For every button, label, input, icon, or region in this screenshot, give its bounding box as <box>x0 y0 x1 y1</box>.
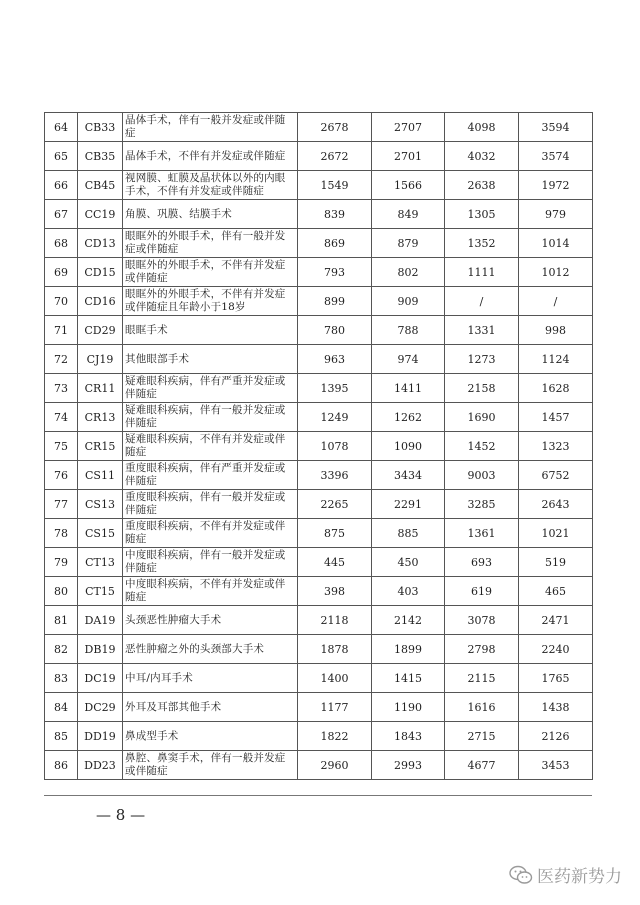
value-col-2: 1262 <box>372 403 445 432</box>
value-col-4: 1124 <box>519 345 593 374</box>
drg-code: DA19 <box>78 606 123 635</box>
value-col-4: 1628 <box>519 374 593 403</box>
page-number: — 8 — <box>96 806 146 824</box>
value-col-3: 1616 <box>445 693 519 722</box>
drg-code: CS15 <box>78 519 123 548</box>
value-col-4: 2643 <box>519 490 593 519</box>
value-col-3: 9003 <box>445 461 519 490</box>
drg-name: 头颈恶性肿瘤大手术 <box>123 606 298 635</box>
value-col-2: 1843 <box>372 722 445 751</box>
table-row <box>45 200 593 229</box>
drg-name: 鼻腔、鼻窦手术，伴有一般并发症或伴随症 <box>123 751 298 780</box>
table-row <box>45 258 593 287</box>
table-row <box>45 229 593 258</box>
value-col-3: 1273 <box>445 345 519 374</box>
value-col-2: 2291 <box>372 490 445 519</box>
value-col-1: 869 <box>298 229 372 258</box>
table-row <box>45 490 593 519</box>
drg-code: CB35 <box>78 142 123 171</box>
value-col-2: 885 <box>372 519 445 548</box>
row-number: 83 <box>45 664 78 693</box>
drg-name: 眼眶手术 <box>123 316 298 345</box>
drg-code: CD29 <box>78 316 123 345</box>
row-number: 77 <box>45 490 78 519</box>
value-col-4: 2471 <box>519 606 593 635</box>
value-col-4: 3594 <box>519 113 593 142</box>
wechat-icon <box>509 865 533 885</box>
value-col-4: 979 <box>519 200 593 229</box>
row-number: 71 <box>45 316 78 345</box>
value-col-1: 780 <box>298 316 372 345</box>
value-col-1: 1078 <box>298 432 372 461</box>
row-number: 69 <box>45 258 78 287</box>
drg-name: 重度眼科疾病，不伴有并发症或伴随症 <box>123 519 298 548</box>
value-col-1: 1395 <box>298 374 372 403</box>
table-row <box>45 577 593 606</box>
value-col-4: 1323 <box>519 432 593 461</box>
drg-code: CD16 <box>78 287 123 316</box>
row-number: 75 <box>45 432 78 461</box>
value-col-1: 839 <box>298 200 372 229</box>
value-col-2: 450 <box>372 548 445 577</box>
value-col-3: 2638 <box>445 171 519 200</box>
value-col-3: 1111 <box>445 258 519 287</box>
value-col-1: 899 <box>298 287 372 316</box>
drg-code: DB19 <box>78 635 123 664</box>
value-col-1: 875 <box>298 519 372 548</box>
row-number: 72 <box>45 345 78 374</box>
value-col-2: 2707 <box>372 113 445 142</box>
table-row <box>45 722 593 751</box>
value-col-4: 6752 <box>519 461 593 490</box>
drg-code: DC19 <box>78 664 123 693</box>
row-number: 79 <box>45 548 78 577</box>
drg-name: 晶体手术，不伴有并发症或伴随症 <box>123 142 298 171</box>
row-number: 82 <box>45 635 78 664</box>
drg-price-table <box>44 112 593 780</box>
value-col-1: 1177 <box>298 693 372 722</box>
value-col-4: 1972 <box>519 171 593 200</box>
value-col-1: 445 <box>298 548 372 577</box>
row-number: 70 <box>45 287 78 316</box>
row-number: 85 <box>45 722 78 751</box>
value-col-4: 465 <box>519 577 593 606</box>
drg-code: CB33 <box>78 113 123 142</box>
drg-code: CB45 <box>78 171 123 200</box>
table-row <box>45 519 593 548</box>
value-col-2: 802 <box>372 258 445 287</box>
value-col-1: 2672 <box>298 142 372 171</box>
value-col-4: 2126 <box>519 722 593 751</box>
value-col-3: 3285 <box>445 490 519 519</box>
value-col-3: 2798 <box>445 635 519 664</box>
drg-name: 其他眼部手术 <box>123 345 298 374</box>
drg-name: 中度眼科疾病，伴有一般并发症或伴随症 <box>123 548 298 577</box>
value-col-2: 974 <box>372 345 445 374</box>
table-row <box>45 606 593 635</box>
value-col-2: 879 <box>372 229 445 258</box>
value-col-4: 998 <box>519 316 593 345</box>
value-col-3: 4032 <box>445 142 519 171</box>
drg-name: 角膜、巩膜、结膜手术 <box>123 200 298 229</box>
table-row <box>45 171 593 200</box>
row-number: 65 <box>45 142 78 171</box>
row-number: 68 <box>45 229 78 258</box>
value-col-3: / <box>445 287 519 316</box>
drg-code: DD19 <box>78 722 123 751</box>
drg-code: CC19 <box>78 200 123 229</box>
drg-name: 疑难眼科疾病，伴有严重并发症或伴随症 <box>123 374 298 403</box>
value-col-4: 1457 <box>519 403 593 432</box>
value-col-2: 2993 <box>372 751 445 780</box>
value-col-4: 1021 <box>519 519 593 548</box>
value-col-3: 619 <box>445 577 519 606</box>
value-col-1: 1878 <box>298 635 372 664</box>
table-row <box>45 432 593 461</box>
value-col-2: 1190 <box>372 693 445 722</box>
value-col-1: 1822 <box>298 722 372 751</box>
value-col-3: 1452 <box>445 432 519 461</box>
table-row <box>45 403 593 432</box>
table-row <box>45 345 593 374</box>
value-col-4: / <box>519 287 593 316</box>
drg-code: DC29 <box>78 693 123 722</box>
value-col-2: 909 <box>372 287 445 316</box>
row-number: 78 <box>45 519 78 548</box>
table-row <box>45 751 593 780</box>
value-col-3: 3078 <box>445 606 519 635</box>
value-col-1: 1400 <box>298 664 372 693</box>
value-col-3: 4098 <box>445 113 519 142</box>
table-row <box>45 142 593 171</box>
drg-code: CS13 <box>78 490 123 519</box>
watermark <box>509 862 622 887</box>
value-col-3: 1690 <box>445 403 519 432</box>
value-col-4: 1012 <box>519 258 593 287</box>
value-col-3: 2158 <box>445 374 519 403</box>
value-col-3: 2115 <box>445 664 519 693</box>
value-col-2: 2701 <box>372 142 445 171</box>
value-col-4: 1014 <box>519 229 593 258</box>
value-col-2: 2142 <box>372 606 445 635</box>
value-col-2: 403 <box>372 577 445 606</box>
drg-code: CT15 <box>78 577 123 606</box>
drg-name: 恶性肿瘤之外的头颈部大手术 <box>123 635 298 664</box>
value-col-2: 849 <box>372 200 445 229</box>
value-col-1: 2265 <box>298 490 372 519</box>
drg-name: 重度眼科疾病，伴有严重并发症或伴随症 <box>123 461 298 490</box>
drg-code: CT13 <box>78 548 123 577</box>
table-row <box>45 548 593 577</box>
value-col-2: 1566 <box>372 171 445 200</box>
value-col-1: 963 <box>298 345 372 374</box>
value-col-3: 2715 <box>445 722 519 751</box>
value-col-2: 3434 <box>372 461 445 490</box>
footer-divider <box>44 795 592 796</box>
value-col-2: 1899 <box>372 635 445 664</box>
drg-code: CJ19 <box>78 345 123 374</box>
drg-name: 晶体手术，伴有一般并发症或伴随症 <box>123 113 298 142</box>
value-col-4: 519 <box>519 548 593 577</box>
drg-code: CS11 <box>78 461 123 490</box>
table-row <box>45 693 593 722</box>
value-col-1: 1249 <box>298 403 372 432</box>
drg-name: 中度眼科疾病，不伴有并发症或伴随症 <box>123 577 298 606</box>
value-col-4: 3574 <box>519 142 593 171</box>
drg-code: CR15 <box>78 432 123 461</box>
value-col-3: 4677 <box>445 751 519 780</box>
value-col-1: 2960 <box>298 751 372 780</box>
value-col-1: 1549 <box>298 171 372 200</box>
value-col-1: 3396 <box>298 461 372 490</box>
table-row <box>45 316 593 345</box>
value-col-3: 1352 <box>445 229 519 258</box>
row-number: 76 <box>45 461 78 490</box>
row-number: 80 <box>45 577 78 606</box>
value-col-1: 2118 <box>298 606 372 635</box>
value-col-3: 693 <box>445 548 519 577</box>
value-col-3: 1331 <box>445 316 519 345</box>
table-row <box>45 664 593 693</box>
value-col-4: 2240 <box>519 635 593 664</box>
drg-code: DD23 <box>78 751 123 780</box>
drg-name: 重度眼科疾病，伴有一般并发症或伴随症 <box>123 490 298 519</box>
drg-code: CR13 <box>78 403 123 432</box>
drg-name: 鼻成型手术 <box>123 722 298 751</box>
row-number: 67 <box>45 200 78 229</box>
table-row <box>45 461 593 490</box>
row-number: 66 <box>45 171 78 200</box>
value-col-3: 1361 <box>445 519 519 548</box>
value-col-1: 2678 <box>298 113 372 142</box>
value-col-4: 3453 <box>519 751 593 780</box>
value-col-2: 1411 <box>372 374 445 403</box>
value-col-1: 793 <box>298 258 372 287</box>
drg-name: 视网膜、虹膜及晶状体以外的内眼手术，不伴有并发症或伴随症 <box>123 171 298 200</box>
drg-name: 中耳/内耳手术 <box>123 664 298 693</box>
value-col-4: 1438 <box>519 693 593 722</box>
drg-code: CD15 <box>78 258 123 287</box>
value-col-2: 1090 <box>372 432 445 461</box>
drg-code: CD13 <box>78 229 123 258</box>
drg-name: 眼眶外的外眼手术，不伴有并发症或伴随症且年龄小于18岁 <box>123 287 298 316</box>
table-row <box>45 287 593 316</box>
row-number: 74 <box>45 403 78 432</box>
value-col-3: 1305 <box>445 200 519 229</box>
table-row <box>45 113 593 142</box>
table-row <box>45 635 593 664</box>
drg-name: 眼眶外的外眼手术，不伴有并发症或伴随症 <box>123 258 298 287</box>
drg-code: CR11 <box>78 374 123 403</box>
value-col-1: 398 <box>298 577 372 606</box>
row-number: 84 <box>45 693 78 722</box>
row-number: 86 <box>45 751 78 780</box>
watermark-text: 医药新势力 <box>537 867 622 887</box>
row-number: 64 <box>45 113 78 142</box>
value-col-2: 1415 <box>372 664 445 693</box>
drg-name: 外耳及耳部其他手术 <box>123 693 298 722</box>
drg-name: 疑难眼科疾病，伴有一般并发症或伴随症 <box>123 403 298 432</box>
drg-name: 疑难眼科疾病，不伴有并发症或伴随症 <box>123 432 298 461</box>
table-row <box>45 374 593 403</box>
value-col-2: 788 <box>372 316 445 345</box>
value-col-4: 1765 <box>519 664 593 693</box>
row-number: 73 <box>45 374 78 403</box>
drg-name: 眼眶外的外眼手术，伴有一般并发症或伴随症 <box>123 229 298 258</box>
row-number: 81 <box>45 606 78 635</box>
